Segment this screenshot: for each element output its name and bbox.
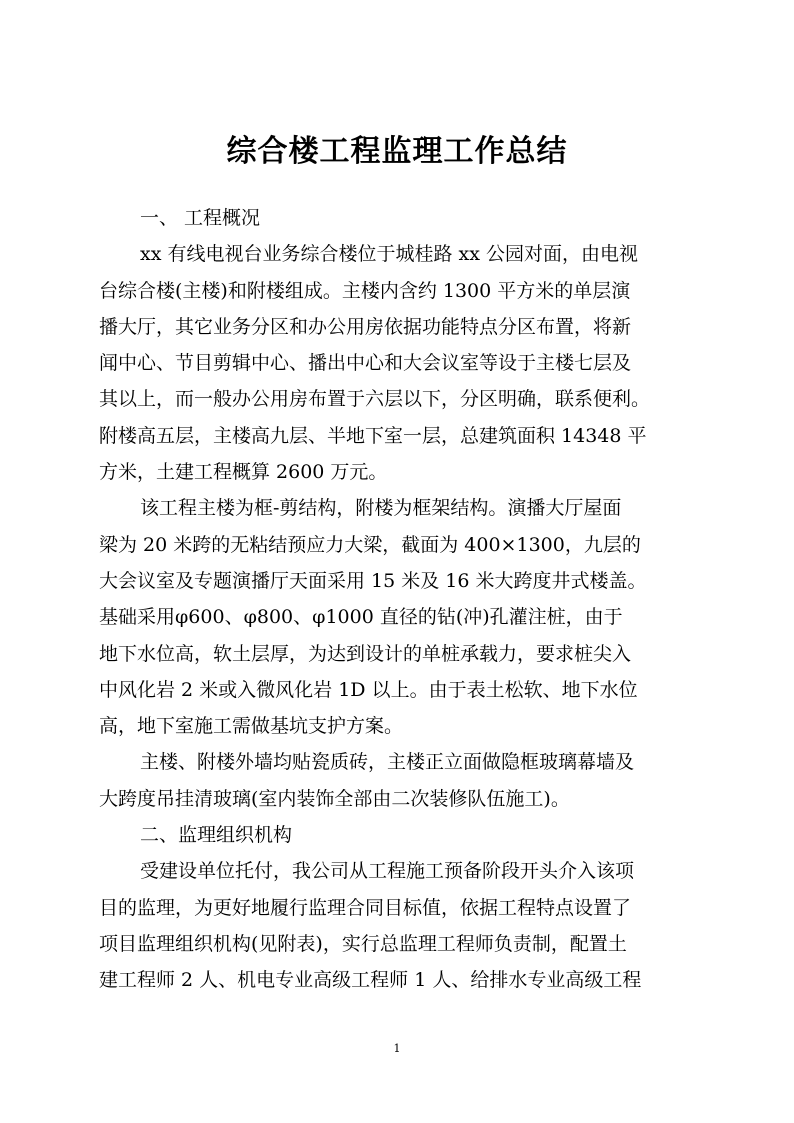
line-text: 高，地下室施工需做基坑支护方案。 [99, 715, 404, 738]
line-text: 二、监理组织机构 [140, 824, 293, 847]
paragraph-line [99, 563, 699, 599]
paragraph-line [99, 309, 699, 345]
line-text: 闻中心、节目剪辑中心、播出中心和大会议室等设于主楼七层及 [99, 352, 632, 375]
line-text: 附楼高五层，主楼高九层、半地下室一层，总建筑面积 14348 平 [99, 424, 647, 447]
line-text: xx 有线电视台业务综合楼位于城桂路 xx 公园对面，由电视 [140, 243, 638, 266]
paragraph-line [99, 454, 699, 490]
line-text: 基础采用φ600、φ800、φ1000 直径的钻(冲)孔灌注桩，由于 [99, 606, 623, 629]
line-text: 受建设单位托付，我公司从工程施工预备阶段开头介入该项 [140, 860, 635, 883]
paragraph-line [99, 490, 699, 526]
line-text: 中风化岩 2 米或入微风化岩 1D 以上。由于表土松软、地下水位 [99, 678, 638, 701]
paragraph-line [99, 853, 699, 889]
line-text: 其以上，而一般办公用房布置于六层以下，分区明确，联系便利。 [99, 388, 651, 411]
paragraph-line [99, 890, 699, 926]
paragraph-line [99, 599, 699, 635]
line-text: 主楼、附楼外墙均贴瓷质砖，主楼正立面做隐框玻璃幕墙及 [140, 751, 635, 774]
paragraph-line [99, 345, 699, 381]
page-number: 1 [393, 1042, 401, 1055]
line-text: 目的监理，为更好地履行监理合同目标值，依据工程特点设置了 [99, 896, 632, 919]
line-text: 梁为 20 米跨的无粘结预应力大梁，截面为 400×1300，九层的 [99, 533, 641, 556]
line-text: 大会议室及专题演播厅天面采用 15 米及 16 米大跨度井式楼盖。 [99, 569, 647, 592]
line-text: 一、 工程概况 [140, 207, 261, 229]
section-heading [99, 200, 699, 236]
paragraph-line [99, 273, 699, 309]
paragraph-line [99, 672, 699, 708]
paragraph-line [99, 926, 699, 962]
section-heading [99, 817, 699, 853]
line-text: 地下水位高，软土层厚，为达到设计的单桩承载力，要求桩尖入 [99, 642, 632, 665]
paragraph-line [99, 418, 699, 454]
paragraph-line [99, 381, 699, 417]
line-text: 台综合楼(主楼)和附楼组成。主楼内含约 1300 平方米的单层演 [99, 279, 631, 302]
paragraph-line [99, 744, 699, 780]
paragraph-line [99, 962, 699, 998]
line-text: 建工程师 2 人、机电专业高级工程师 1 人、给排水专业高级工程 [99, 969, 642, 992]
paragraph-line [99, 527, 699, 563]
document-body [99, 200, 699, 999]
line-text: 项目监理组织机构(见附表)，实行总监理工程师负责制，配置土 [99, 932, 627, 955]
paragraph-line [99, 708, 699, 744]
paragraph-line [99, 236, 699, 272]
line-text: 大跨度吊挂清玻璃(室内装饰全部由二次装修队伍施工)。 [99, 787, 570, 810]
paragraph-line [99, 636, 699, 672]
line-text: 播大厅，其它业务分区和办公用房依据功能特点分区布置，将新 [99, 315, 632, 338]
line-text: 该工程主楼为框-剪结构，附楼为框架结构。演播大厅屋面 [140, 497, 622, 520]
document-title: 综合楼工程监理工作总结 [226, 134, 568, 169]
paragraph-line [99, 781, 699, 817]
line-text: 方米，土建工程概算 2600 万元。 [99, 461, 388, 484]
